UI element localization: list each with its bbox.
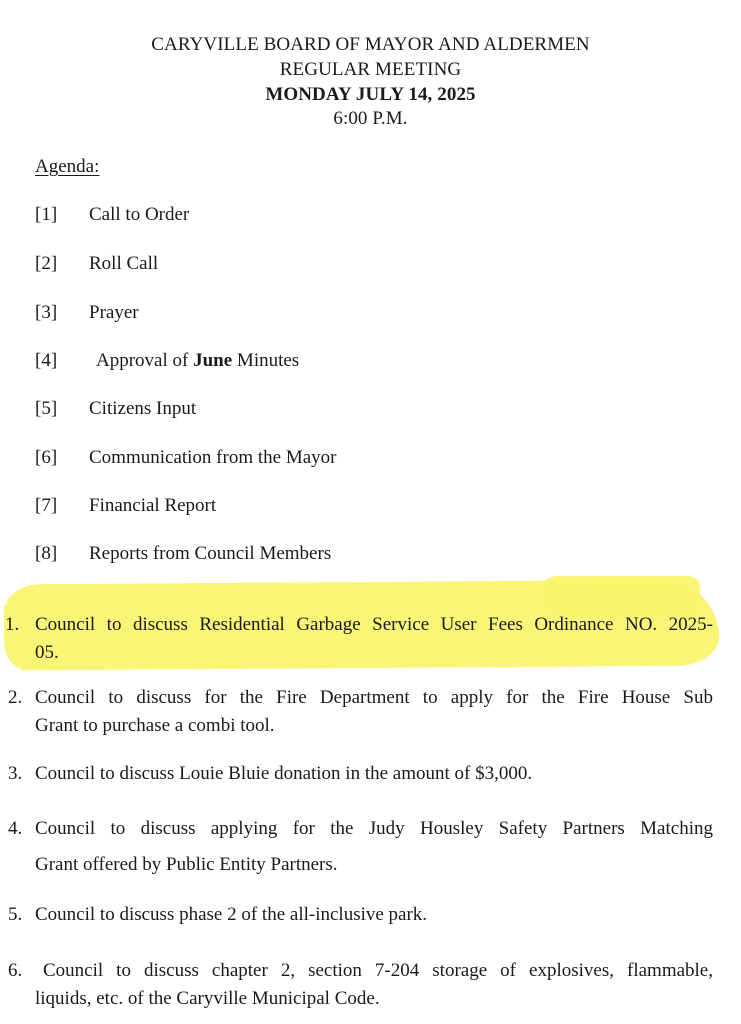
agenda-item-7 [35,494,216,518]
meeting-date: MONDAY JULY 14, 2025 [265,84,476,105]
business-item-line: liquids, etc. of the Caryville Municipal Code. [35,988,380,1009]
highlighter-mark-tail [540,576,700,616]
business-item-number: 5. [8,904,23,925]
meeting-time: 6:00 P.M. [333,108,408,129]
agenda-item-number: [2] [35,253,58,274]
agenda-item-text-before: Approval of [96,350,194,371]
business-item-line: Council to discuss phase 2 of the all-inclusive park. [35,904,428,925]
agenda-item-2 [35,252,158,276]
agenda-item-number: [1] [35,204,58,225]
agenda-item-text: Reports from Council Members [89,543,332,564]
agenda-heading: Agenda: [35,156,100,177]
board-title: CARYVILLE BOARD OF MAYOR AND ALDERMEN [151,34,590,55]
agenda-item-text-bold: June [193,350,233,371]
business-item-number: 2. [8,687,23,708]
agenda-item-number: [3] [35,302,58,323]
agenda-item-number: [5] [35,398,58,419]
agenda-item-text: Citizens Input [89,398,197,419]
business-item-5 [8,901,713,929]
agenda-item-3 [35,301,139,325]
business-item-1 [5,611,713,667]
agenda-item-8 [35,542,331,566]
business-item-line: Council to discuss Louie Bluie donation in the amount of $3,000. [35,763,533,784]
agenda-item-number: [8] [35,543,58,564]
meeting-type: REGULAR MEETING [279,59,462,80]
business-item-line: Grant offered by Public Entity Partners. [35,854,338,875]
business-item-line: Council to discuss Residential Garbage Service User Fees Ordinance NO. 2025- [35,614,713,635]
agenda-item-text: Roll Call [89,253,159,274]
agenda-item-text: Communication from the Mayor [89,447,337,468]
agenda-item-number: [6] [35,447,58,468]
agenda-item-number: [4] [35,350,58,371]
agenda-item-text: Financial Report [89,495,217,516]
agenda-item-6 [35,446,336,470]
agenda-item-text: Call to Order [89,204,190,225]
business-item-line: Council to discuss for the Fire Department to apply for the Fire House Sub [35,687,713,708]
agenda-item-5 [35,397,196,421]
business-item-line: Grant to purchase a combi tool. [35,715,275,736]
business-item-number: 1. [5,614,20,635]
business-item-2 [8,684,713,740]
agenda-item-4 [35,349,299,373]
agenda-item-text-after: Minutes [232,350,300,371]
business-item-3 [8,760,713,788]
agenda-item-text: Prayer [89,302,139,323]
business-item-number: 4. [8,818,23,839]
agenda-item-1 [35,203,189,227]
business-item-line: Council to discuss chapter 2, section 7-204 storage of explosives, flammable, [43,960,713,981]
business-item-number: 3. [8,763,23,784]
business-item-number: 6. [8,960,23,981]
agenda-item-number: [7] [35,495,58,516]
business-item-line: 05. [35,642,59,663]
business-item-4 [8,811,713,883]
business-item-line: Council to discuss applying for the Judy Housley Safety Partners Matching [35,818,713,839]
business-item-6 [8,957,713,1013]
